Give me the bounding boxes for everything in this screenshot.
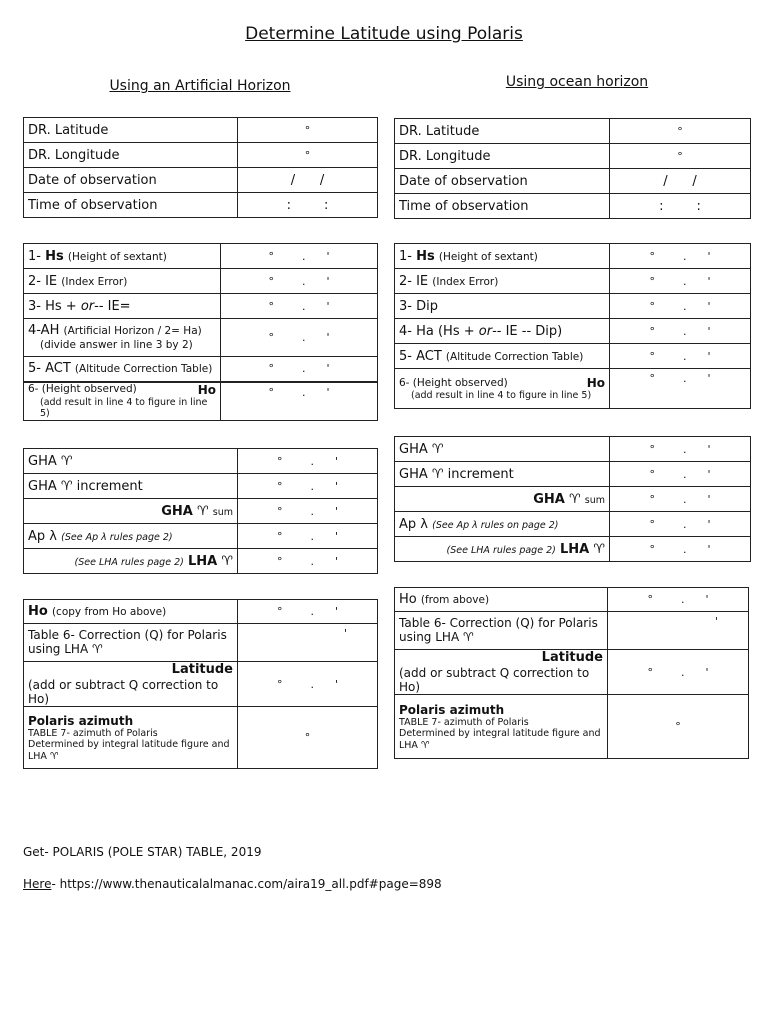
table-row (24, 294, 378, 319)
gha-sum-field[interactable]: ° . ' (238, 499, 378, 524)
left-latitude-table (23, 599, 378, 769)
label (395, 369, 610, 409)
label: Time of observation (24, 193, 238, 218)
hs-field[interactable]: ° . ' (610, 244, 751, 269)
table-row (24, 474, 378, 499)
label: DR. Longitude (395, 144, 610, 169)
table-row (24, 382, 378, 421)
label: DR. Latitude (24, 118, 238, 143)
table-row (395, 437, 751, 462)
ie-field[interactable]: ° . ' (221, 269, 378, 294)
label (395, 695, 608, 759)
note: (Artificial Horizon / 2= Ha) (63, 325, 202, 337)
ap-label: Ap λ (399, 516, 428, 532)
date-field[interactable]: / / (610, 169, 751, 194)
label (395, 650, 608, 695)
note: (add or subtract Q correction to Ho) (28, 677, 219, 706)
sum-label: sum (212, 506, 233, 518)
gha-field[interactable]: ° . ' (238, 449, 378, 474)
table-row (395, 512, 751, 537)
gha-increment-field[interactable]: ° . ' (238, 474, 378, 499)
hs-ie-field[interactable]: ° . ' (221, 294, 378, 319)
label (24, 549, 238, 574)
note: (Index Error) (432, 275, 499, 288)
left-subtitle: Using an Artificial Horizon (109, 78, 291, 94)
table-row (24, 499, 378, 524)
label (24, 244, 221, 269)
latitude-field[interactable]: ° . ' (608, 650, 749, 695)
gha-sum-bold: GHA (533, 491, 565, 507)
lha-bold: LHA (559, 541, 590, 557)
table-row (24, 524, 378, 549)
right-latitude-table (394, 587, 749, 759)
label: GHA ♈ (24, 449, 238, 474)
ho-field[interactable]: ° . ' (610, 369, 751, 409)
label (395, 344, 610, 369)
table-row (395, 269, 751, 294)
or-label: or (478, 323, 493, 339)
ah-field[interactable]: ° . ' (221, 319, 378, 357)
act-label: 5- ACT (28, 361, 71, 377)
label: Date of observation (24, 168, 238, 193)
ho-copy-field[interactable]: ° . ' (608, 588, 749, 612)
lha-field[interactable]: ° . ' (238, 549, 378, 574)
act-field[interactable]: ° . ' (610, 344, 751, 369)
ho-label: Ho (399, 592, 417, 607)
hsie-label-end: -- IE= (94, 298, 131, 314)
ap-field[interactable]: ° . ' (610, 512, 751, 537)
label: DR. Latitude (395, 119, 610, 144)
label: GHA ♈ increment (24, 474, 238, 499)
label (24, 382, 221, 421)
note: (add result in line 4 to figure in line 5) (40, 396, 208, 420)
note: (copy from Ho above) (51, 606, 167, 618)
longitude-field[interactable]: ° (238, 143, 378, 168)
note: (See LHA rules page 2) (446, 544, 556, 556)
label (395, 244, 610, 269)
latitude-field[interactable]: ° (238, 118, 378, 143)
label (395, 512, 610, 537)
label: Time of observation (395, 194, 610, 219)
time-field[interactable]: : : (238, 193, 378, 218)
label (24, 600, 238, 624)
label: Table 6- Correction (Q) for Polaris using LHA ♈ (395, 612, 608, 650)
footer-here (23, 877, 442, 891)
label: GHA ♈ (395, 437, 610, 462)
act-label: 5- ACT (399, 348, 442, 364)
label: DR. Longitude (24, 143, 238, 168)
aries-symbol: ♈ (196, 503, 209, 519)
ho-bold: Ho (197, 382, 216, 397)
note: (from above) (420, 594, 490, 606)
table-row (395, 244, 751, 269)
act-field[interactable]: ° . ' (221, 357, 378, 382)
azimuth-field[interactable]: ° (608, 695, 749, 759)
latitude-field[interactable]: ° . ' (238, 662, 378, 707)
ha-label: 4- Ha (Hs + (399, 323, 475, 339)
table-row (395, 588, 749, 612)
date-field[interactable]: / / (238, 168, 378, 193)
label (24, 707, 238, 769)
ho-bold: Ho (586, 375, 605, 390)
label: Table 6- Correction (Q) for Polaris using LHA ♈ (24, 624, 238, 662)
label (24, 499, 238, 524)
label (24, 269, 221, 294)
label: GHA ♈ increment (395, 462, 610, 487)
label (395, 269, 610, 294)
note: TABLE 7- azimuth of Polaris (28, 727, 158, 739)
gha-sum-field[interactable]: ° . ' (610, 487, 751, 512)
label (24, 524, 238, 549)
label (395, 487, 610, 512)
ho-label: 6- (Height observed) (399, 376, 508, 389)
table-row (24, 269, 378, 294)
ha-field[interactable]: ° . ' (610, 319, 751, 344)
label: Date of observation (395, 169, 610, 194)
table-row (24, 118, 378, 143)
table-row (24, 449, 378, 474)
q-field[interactable]: ' (608, 612, 749, 650)
table-row (395, 169, 751, 194)
table-row (395, 119, 751, 144)
table-row (24, 662, 378, 707)
footer-get: Get- POLARIS (POLE STAR) TABLE, 2019 (23, 845, 262, 859)
latitude-bold: Latitude (171, 662, 233, 677)
right-subtitle: Using ocean horizon (505, 74, 649, 90)
gha-sum-bold: GHA (161, 503, 193, 519)
time-field[interactable]: : : (610, 194, 751, 219)
table-row (395, 294, 751, 319)
note: (add result in line 4 to figure in line 5) (411, 390, 592, 401)
url-text: - https://www.thenauticalalmanac.com/aira19_all.pdf#page=898 (51, 877, 442, 891)
label (24, 662, 238, 707)
note: (Altitude Correction Table) (74, 363, 213, 376)
label (395, 588, 608, 612)
table-row (24, 600, 378, 624)
left-sextant-table (23, 243, 378, 421)
note: (Height of sextant) (438, 250, 538, 263)
table-row (395, 537, 751, 562)
azimuth-field[interactable]: ° (238, 707, 378, 769)
ie-label: 2- IE (28, 273, 58, 289)
table-row (395, 695, 749, 759)
right-sextant-table (394, 243, 751, 409)
longitude-field[interactable]: ° (610, 144, 751, 169)
table-row (395, 194, 751, 219)
dip-field[interactable]: ° . ' (610, 294, 751, 319)
table-row (395, 369, 751, 409)
note: Determined by integral latitude figure and LHA ♈ (28, 739, 230, 762)
note: (See Ap λ rules page 2) (61, 531, 173, 543)
table-row (24, 624, 378, 662)
table-row (24, 707, 378, 769)
q-field[interactable]: ' (238, 624, 378, 662)
note: TABLE 7- azimuth of Polaris (399, 716, 529, 728)
ho-field[interactable]: ° . ' (221, 382, 378, 421)
gha-increment-field[interactable]: ° . ' (610, 462, 751, 487)
azimuth-bold: Polaris azimuth (28, 713, 134, 728)
table-row (395, 612, 749, 650)
table-row (24, 143, 378, 168)
note: (See Ap λ rules on page 2) (432, 519, 559, 531)
table-row (24, 549, 378, 574)
right-dr-table (394, 118, 751, 219)
table-row (24, 319, 378, 357)
hs-label: Hs (45, 248, 64, 264)
table-row (395, 144, 751, 169)
latitude-bold: Latitude (541, 650, 603, 665)
aries-symbol: ♈ (568, 491, 581, 507)
ie-label: 2- IE (399, 273, 429, 289)
line-number: 1- (399, 248, 412, 264)
ho-label: 6- (Height observed) (28, 383, 137, 396)
table-row (395, 487, 751, 512)
label (395, 537, 610, 562)
table-row (24, 168, 378, 193)
ho-bold: Ho (28, 604, 48, 619)
ah-label: 4-AH (28, 323, 60, 338)
left-gha-table (23, 448, 378, 574)
label (24, 294, 221, 319)
note: (See LHA rules page 2) (74, 556, 184, 568)
label: 3- Dip (395, 294, 610, 319)
gha-field[interactable]: ° . ' (610, 437, 751, 462)
table-row (24, 244, 378, 269)
note: (Height of sextant) (67, 250, 167, 263)
left-dr-table (23, 117, 378, 218)
hs-label: Hs (416, 248, 435, 264)
or-label: or (80, 298, 95, 314)
sum-label: sum (584, 494, 605, 506)
table-row (395, 650, 749, 695)
hsie-label: 3- Hs + (28, 298, 77, 314)
ap-label: Ap λ (28, 528, 57, 544)
lha-field[interactable]: ° . ' (610, 537, 751, 562)
note: (divide answer in line 3 by 2) (40, 338, 193, 351)
azimuth-bold: Polaris azimuth (399, 702, 505, 717)
note: (add or subtract Q correction to Ho) (399, 665, 590, 694)
ap-field[interactable]: ° . ' (238, 524, 378, 549)
label (24, 319, 221, 357)
table-row (395, 344, 751, 369)
label (395, 319, 610, 344)
ho-copy-field[interactable]: ° . ' (238, 600, 378, 624)
line-number: 1- (28, 248, 41, 264)
note: Determined by integral latitude figure and LHA ♈ (399, 728, 601, 751)
right-gha-table (394, 436, 751, 562)
table-row (395, 462, 751, 487)
ie-field[interactable]: ° . ' (610, 269, 751, 294)
table-row (24, 357, 378, 382)
table-row (24, 193, 378, 218)
ha-label-end: -- IE -- Dip) (492, 323, 563, 339)
note: (Altitude Correction Table) (445, 350, 584, 363)
latitude-field[interactable]: ° (610, 119, 751, 144)
label (24, 357, 221, 382)
note: (Index Error) (61, 275, 128, 288)
hs-field[interactable]: ° . ' (221, 244, 378, 269)
aries-symbol: ♈ (593, 541, 605, 557)
here-link[interactable]: Here (23, 877, 52, 891)
page-title: Determine Latitude using Polaris (245, 24, 523, 44)
table-row (395, 319, 751, 344)
lha-bold: LHA (187, 553, 218, 569)
aries-symbol: ♈ (221, 553, 233, 569)
